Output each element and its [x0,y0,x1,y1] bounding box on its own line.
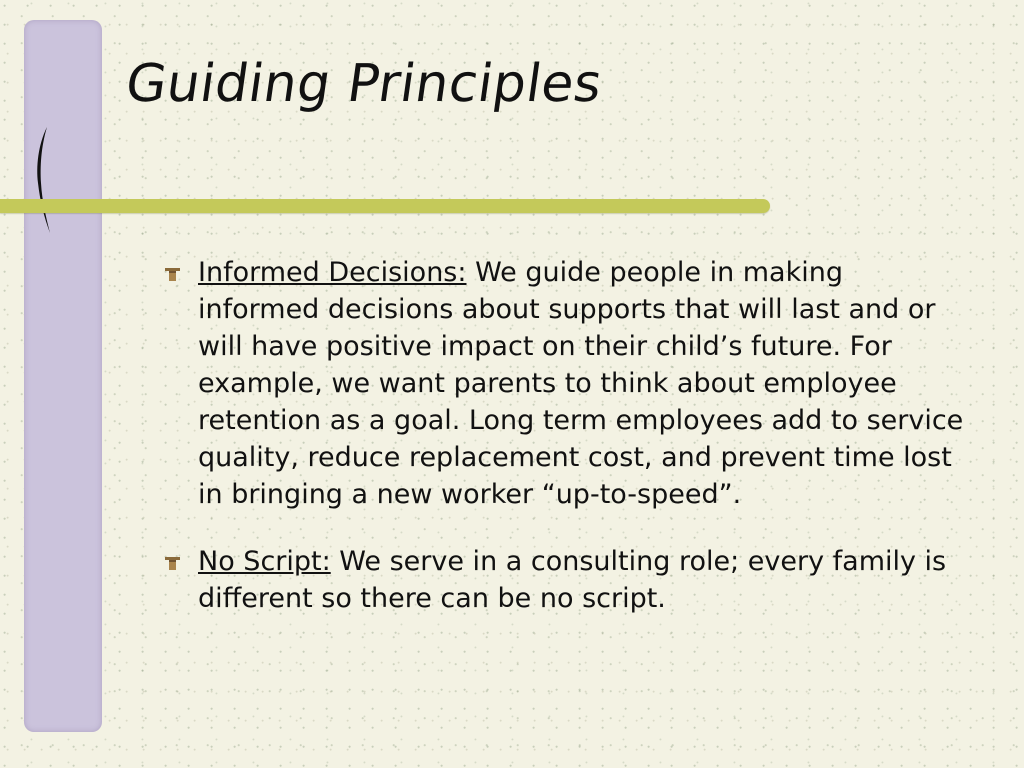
slide-title: Guiding Principles [122,54,606,114]
bullet-term: No Script: [198,546,331,577]
bullet-term: Informed Decisions: [198,257,467,288]
bullet-item-informed-decisions [162,254,970,513]
square-bullet-icon [164,556,181,571]
bullet-body: We serve in a consulting role; every family is different so there can be no script. [198,546,947,614]
bullet-body: We guide people in making informed decisions about supports that will last and or will have positive impact on their child’s future. For example, we want parents to think about employee retention as a goal. Long term employees add to service quality, reduce replacement cost, and prevent time lost in bringing a new worker “up-to-speed”. [198,257,964,510]
bullet-text [198,254,970,513]
bracket-ornament [28,125,58,235]
bullet-list [162,254,970,647]
title-underline-rule [0,199,770,213]
bullet-text [198,543,970,617]
square-bullet-icon [164,267,181,282]
bullet-item-no-script [162,543,970,617]
